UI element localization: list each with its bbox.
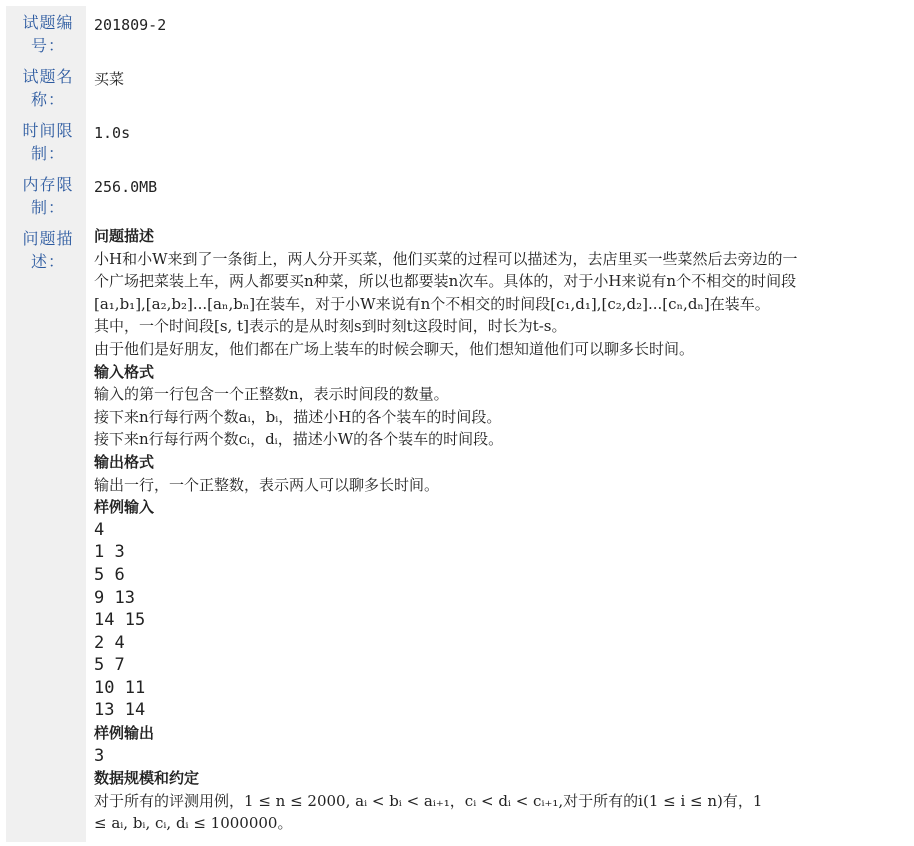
sample-input-line: 10 11 bbox=[94, 677, 146, 698]
input-format-heading: 输入格式 bbox=[94, 362, 155, 381]
description-label: 问题描述： bbox=[6, 222, 86, 842]
input-format-line: 接下来n行每行两个数cᵢ，dᵢ，描述小W的各个装车的时间段。 bbox=[94, 430, 504, 449]
description-heading: 问题描述 bbox=[94, 227, 155, 245]
output-format-line: 输出一行，一个正整数，表示两人可以聊多长时间。 bbox=[94, 475, 440, 494]
sample-input-line: 14 15 bbox=[94, 610, 146, 631]
sample-input-heading: 样例输入 bbox=[94, 498, 155, 517]
description-body bbox=[86, 222, 908, 842]
row-time-limit bbox=[6, 114, 908, 168]
problem-name-label: 试题名称： bbox=[6, 60, 86, 114]
description-paragraph: 其中，一个时间段[s, t]表示的是从时刻s到时刻t这段时间，时长为t-s。 bbox=[94, 317, 567, 336]
row-description bbox=[6, 222, 908, 842]
sample-input-line: 2 4 bbox=[94, 632, 125, 653]
sample-input-line: 5 6 bbox=[94, 564, 125, 585]
description-paragraph: 个广场把菜装上车，两人都要买n种菜，所以也都要装n次车。具体的，对于小H来说有n个不相交的时间段 bbox=[94, 272, 797, 291]
memory-limit-value: 256.0MB bbox=[94, 178, 158, 196]
problem-id-label: 试题编号： bbox=[6, 6, 86, 60]
problem-name-value: 买菜 bbox=[94, 70, 125, 88]
sample-input-line: 4 bbox=[94, 519, 105, 540]
sample-output-heading: 样例输出 bbox=[94, 724, 155, 743]
memory-limit-label: 内存限制： bbox=[6, 168, 86, 222]
row-problem-id bbox=[6, 6, 908, 60]
input-format-line: 接下来n行每行两个数aᵢ，bᵢ，描述小H的各个装车的时间段。 bbox=[94, 407, 502, 426]
problem-table bbox=[6, 6, 908, 842]
row-problem-name bbox=[6, 60, 908, 114]
data-scale-line: 对于所有的评测用例，1 ≤ n ≤ 2000, aᵢ < bᵢ < aᵢ₊₁，cᵢ < dᵢ < cᵢ₊₁,对于所有的i(1 ≤ i ≤ n)有，1 bbox=[94, 791, 763, 810]
sample-input-line: 9 13 bbox=[94, 587, 135, 608]
problem-id-value: 201809-2 bbox=[94, 16, 167, 34]
time-limit-value: 1.0s bbox=[94, 124, 131, 142]
output-format-heading: 输出格式 bbox=[94, 452, 155, 471]
row-memory-limit bbox=[6, 168, 908, 222]
description-paragraph: [a₁,b₁],[a₂,b₂]...[aₙ,bₙ]在装车，对于小W来说有n个不相交的时间段[c₁,d₁],[c₂,d₂]...[cₙ,dₙ]在装车。 bbox=[94, 294, 770, 313]
data-scale-heading: 数据规模和约定 bbox=[94, 769, 200, 788]
sample-input-block bbox=[94, 519, 908, 722]
time-limit-label: 时间限制： bbox=[6, 114, 86, 168]
description-paragraph: 小H和小W来到了一条街上，两人分开买菜，他们买菜的过程可以描述为，去店里买一些菜然后去旁边的一 bbox=[94, 249, 798, 268]
description-paragraph: 由于他们是好朋友，他们都在广场上装车的时候会聊天，他们想知道他们可以聊多长时间。 bbox=[94, 339, 695, 358]
sample-output-line: 3 bbox=[94, 745, 105, 766]
sample-input-line: 5 7 bbox=[94, 655, 125, 676]
data-scale-line: ≤ aᵢ, bᵢ, cᵢ, dᵢ ≤ 1000000。 bbox=[94, 814, 293, 833]
sample-input-line: 13 14 bbox=[94, 700, 146, 721]
input-format-line: 输入的第一行包含一个正整数n，表示时间段的数量。 bbox=[94, 385, 449, 404]
sample-input-line: 1 3 bbox=[94, 542, 125, 563]
